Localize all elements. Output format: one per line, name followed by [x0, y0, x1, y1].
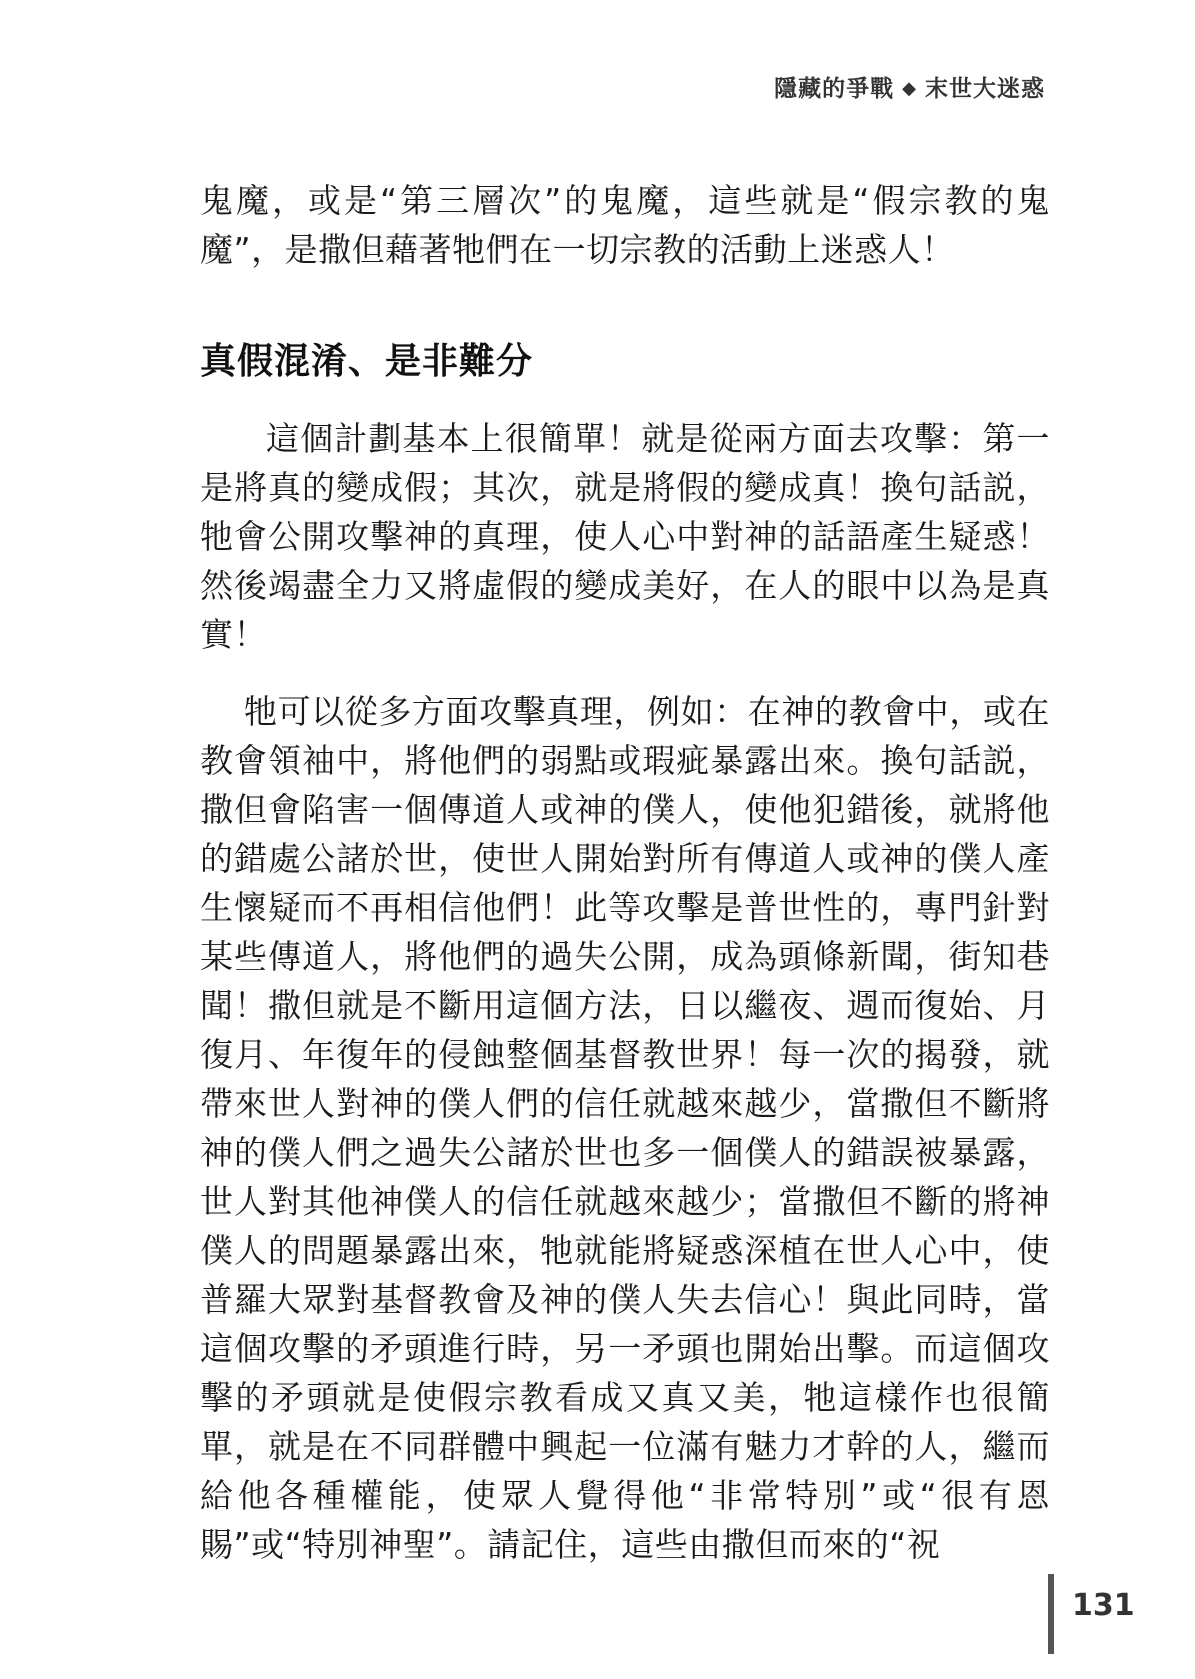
- chapter-title: 末世大迷惑: [925, 76, 1045, 102]
- paragraph-2: 這個計劃基本上很簡單！就是從兩方面去攻擊：第一是將真的變成假；其次，就是將假的變成真！換句話説，牠會公開攻擊神的真理，使人心中對神的話語產生疑惑！然後竭盡全力又將虛假的變成美好，在人的眼中以為是真實！: [200, 419, 1050, 654]
- running-header: [774, 70, 1045, 103]
- paragraph-3: 牠可以從多方面攻擊真理，例如：在神的教會中，或在教會領袖中，將他們的弱點或瑕疵暴露出來。換句話説，撒但會陷害一個傳道人或神的僕人，使他犯錯後，就將他的錯處公諸於世，使世人開始對所有傳道人或神的僕人產生懷疑而不再相信他們！此等攻擊是普世性的，專門針對某些傳道人，將他們的過失公開，成為頭條新聞，街知巷聞！撒但就是不斷用這個方法，日以繼夜、週而復始、月復月、年復年的侵蝕整個基督教世界！每一次的揭發，就帶來世人對神的僕人們的信任就越來越少，當撒但不斷將神的僕人們之過失公諸於世也多一個僕人的錯誤被暴露，世人對其他神僕人的信任就越來越少；當撒但不斷的將神僕人的問題暴露出來，牠就能將疑惑深植在世人心中，使普羅大眾對基督教會及神的僕人失去信心！與此同時，當這個攻擊的矛頭進行時，另一矛頭也開始出擊。而這個攻擊的矛頭就是使假宗教看成又真又美，牠這樣作也很簡單，就是在不同群體中興起一位滿有魅力才幹的人，繼而給他各種權能，使眾人覺得他“非常特別”或“很有恩賜”或“特別神聖”。請記住，這些由撒但而來的“祝: [200, 692, 1050, 1564]
- page-number: 131: [1072, 1588, 1135, 1623]
- book-title: 隱藏的爭戰: [774, 76, 895, 102]
- section-heading: 真假混淆、是非難分: [200, 341, 534, 382]
- paragraph-1: 鬼魔，或是“第三層次”的鬼魔，這些就是“假宗教的鬼魔”，是撒但藉著牠們在一切宗教的活動上迷惑人！: [200, 181, 1050, 269]
- diamond-separator-icon: ◆: [902, 78, 917, 99]
- page-number-bar: [1048, 1574, 1054, 1654]
